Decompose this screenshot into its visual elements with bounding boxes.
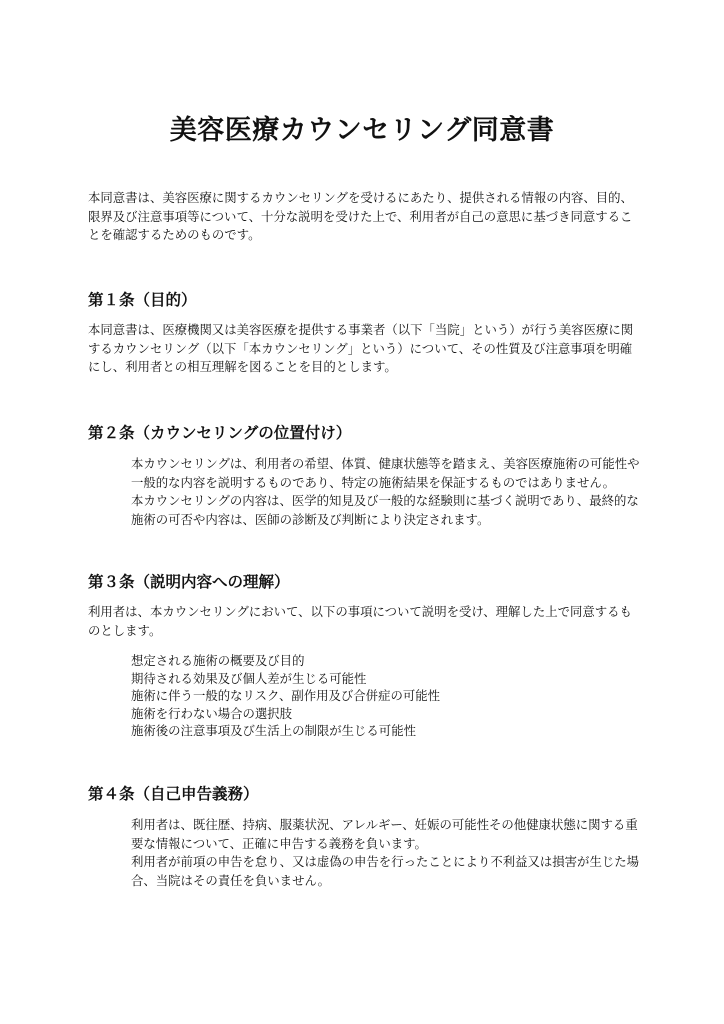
article-3-body xyxy=(88,603,648,640)
article-1-line: するカウンセリング（以下「本カウンセリング」という）について、その性質及び注意事項を明確 xyxy=(88,340,633,356)
list-item: 期待される効果及び個人差が生じる可能性 xyxy=(131,670,367,686)
intro-line: とを確認するためのものです。 xyxy=(88,227,261,243)
article-4-line: 利用者は、既往歴、持病、服薬状況、アレルギー、妊娠の可能性その他健康状態に関する重 xyxy=(131,817,638,832)
article-1-heading: 第１条（目的） xyxy=(88,291,197,309)
article-3-line: 利用者は、本カウンセリングにおいて、以下の事項について説明を受け、理解した上で同意するも xyxy=(88,604,632,619)
article-1-line: 本同意書は、医療機関又は美容医療を提供する事業者（以下「当院」という）が行う美容医療に関 xyxy=(88,322,634,337)
article-3-item-list xyxy=(131,652,440,740)
article-2-body xyxy=(131,455,651,529)
article-1-body xyxy=(88,321,648,377)
article-3-line: のとします。 xyxy=(88,622,162,638)
article-4-line: 合、当院はその責任を負いません。 xyxy=(131,872,330,888)
intro-line: 限界及び注意事項等について、十分な説明を受けた上で、利用者が自己の意思に基づき同意するこ xyxy=(88,208,633,224)
intro-paragraph xyxy=(88,189,648,245)
document-title: 美容医療カウンセリング同意書 xyxy=(169,115,555,146)
list-item: 施術後の注意事項及び生活上の制限が生じる可能性 xyxy=(131,723,416,739)
article-4-body xyxy=(131,816,651,890)
article-3-heading: 第３条（説明内容への理解） xyxy=(88,573,290,591)
list-item: 想定される施術の概要及び目的 xyxy=(131,653,305,668)
article-2-line: 本カウンセリングは、利用者の希望、体質、健康状態等を踏まえ、美容医療施術の可能性や xyxy=(131,456,640,471)
article-4-heading: 第４条（自己申告義務） xyxy=(88,785,259,803)
article-2-line: 一般的な内容を説明するものであり、特定の施術結果を保証するものではありません。 xyxy=(131,474,615,490)
intro-line: 本同意書は、美容医療に関するカウンセリングを受けるにあたり、提供される情報の内容、目的、 xyxy=(88,190,633,205)
article-2-line: 本カウンセリングの内容は、医学的知見及び一般的な経験則に基づく説明であり、最終的な xyxy=(131,493,639,509)
article-4-line: 要な情報について、正確に申告する義務を負います。 xyxy=(131,835,427,851)
article-1-line: にし、利用者との相互理解を図ることを目的とします。 xyxy=(88,359,397,375)
article-4-line: 利用者が前項の申告を怠り、又は虚偽の申告を行ったことにより不利益又は損害が生じた場 xyxy=(131,854,640,870)
article-2-heading: 第２条（カウンセリングの位置付け） xyxy=(88,424,352,442)
list-item: 施術に伴う一般的なリスク、副作用及び合併症の可能性 xyxy=(131,688,441,704)
list-item: 施術を行わない場合の選択肢 xyxy=(131,705,293,721)
article-2-line: 施術の可否や内容は、医師の診断及び判断により決定されます。 xyxy=(131,511,490,527)
